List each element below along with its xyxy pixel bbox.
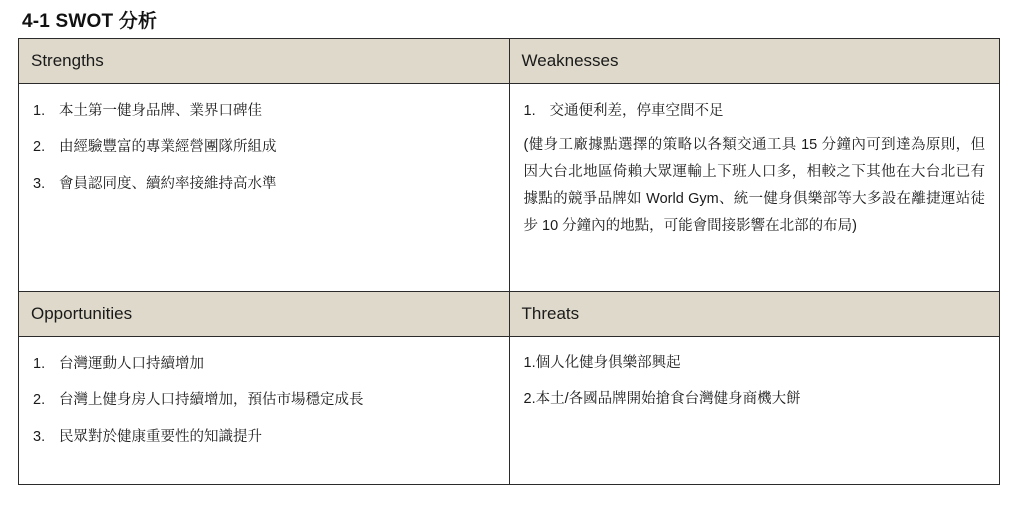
list-item-text: 本土第一健身品牌、業界口碑佳 — [59, 103, 262, 119]
strengths-body-cell — [19, 84, 510, 292]
list-item-number: 3. — [33, 175, 46, 192]
strengths-header-cell — [19, 39, 510, 84]
list-item-number: 2. — [33, 392, 46, 409]
threats-header-cell — [509, 292, 1000, 337]
swot-matrix-table — [18, 38, 1000, 485]
list-item-number: 1. — [33, 103, 46, 119]
page-title: 4-1 SWOT 分析 — [22, 11, 158, 32]
weaknesses-heading: Weaknesses — [521, 51, 619, 70]
list-item — [33, 426, 495, 448]
strengths-heading: Strengths — [31, 51, 104, 70]
threats-heading: Threats — [521, 304, 580, 323]
threats-body-cell — [509, 337, 1000, 485]
weaknesses-paragraph: (健身工廠據點選擇的策略以各類交通工具 15 分鐘內可到達為原則，但因大台北地區倚賴大眾運輸上下班人口多，相較之下其他在大台北已有據點的競爭品牌如 World Gym、統一健身俱樂部等大多設在離捷運站徒步 10 分鐘內的地點，可能會間接影響在北部的布局) — [523, 137, 985, 234]
list-item — [33, 173, 495, 195]
table-row-body-bottom — [19, 337, 1000, 485]
opportunities-list — [33, 353, 495, 448]
list-item-number: 1. — [33, 356, 46, 372]
list-item: 1.個人化健身俱樂部興起 — [523, 355, 681, 371]
opportunities-header-cell — [19, 292, 510, 337]
list-item — [33, 389, 495, 411]
table-row-body-top — [19, 84, 1000, 292]
table-row-headers-bottom — [19, 292, 1000, 337]
list-item — [33, 136, 495, 158]
table-row-headers-top — [19, 39, 1000, 84]
opportunities-body-cell — [19, 337, 510, 485]
list-item — [33, 353, 495, 375]
weaknesses-first-item — [524, 100, 986, 122]
list-item: 2.本土/各國品牌開始搶食台灣健身商機大餅 — [523, 390, 801, 407]
list-item-number: 1. — [523, 103, 536, 119]
list-item-text: 交通便利差，停車空間不足 — [549, 103, 724, 119]
strengths-list — [33, 100, 495, 195]
opportunities-heading: Opportunities — [31, 304, 133, 323]
list-item-text: 會員認同度、續約率接維持高水準 — [59, 175, 277, 192]
list-item-text: 台灣運動人口持續增加 — [59, 356, 204, 372]
list-item-text: 民眾對於健康重要性的知識提升 — [59, 428, 262, 445]
weaknesses-header-cell — [509, 39, 1000, 84]
list-item-text: 台灣上健身房人口持續增加，預估市場穩定成長 — [59, 392, 364, 409]
list-item-number: 2. — [33, 139, 46, 156]
weaknesses-body-cell — [509, 84, 1000, 292]
list-item-number: 3. — [33, 428, 46, 445]
list-item-text: 由經驗豐富的專業經營團隊所組成 — [59, 139, 277, 156]
threats-list — [524, 353, 986, 411]
list-item — [33, 100, 495, 122]
